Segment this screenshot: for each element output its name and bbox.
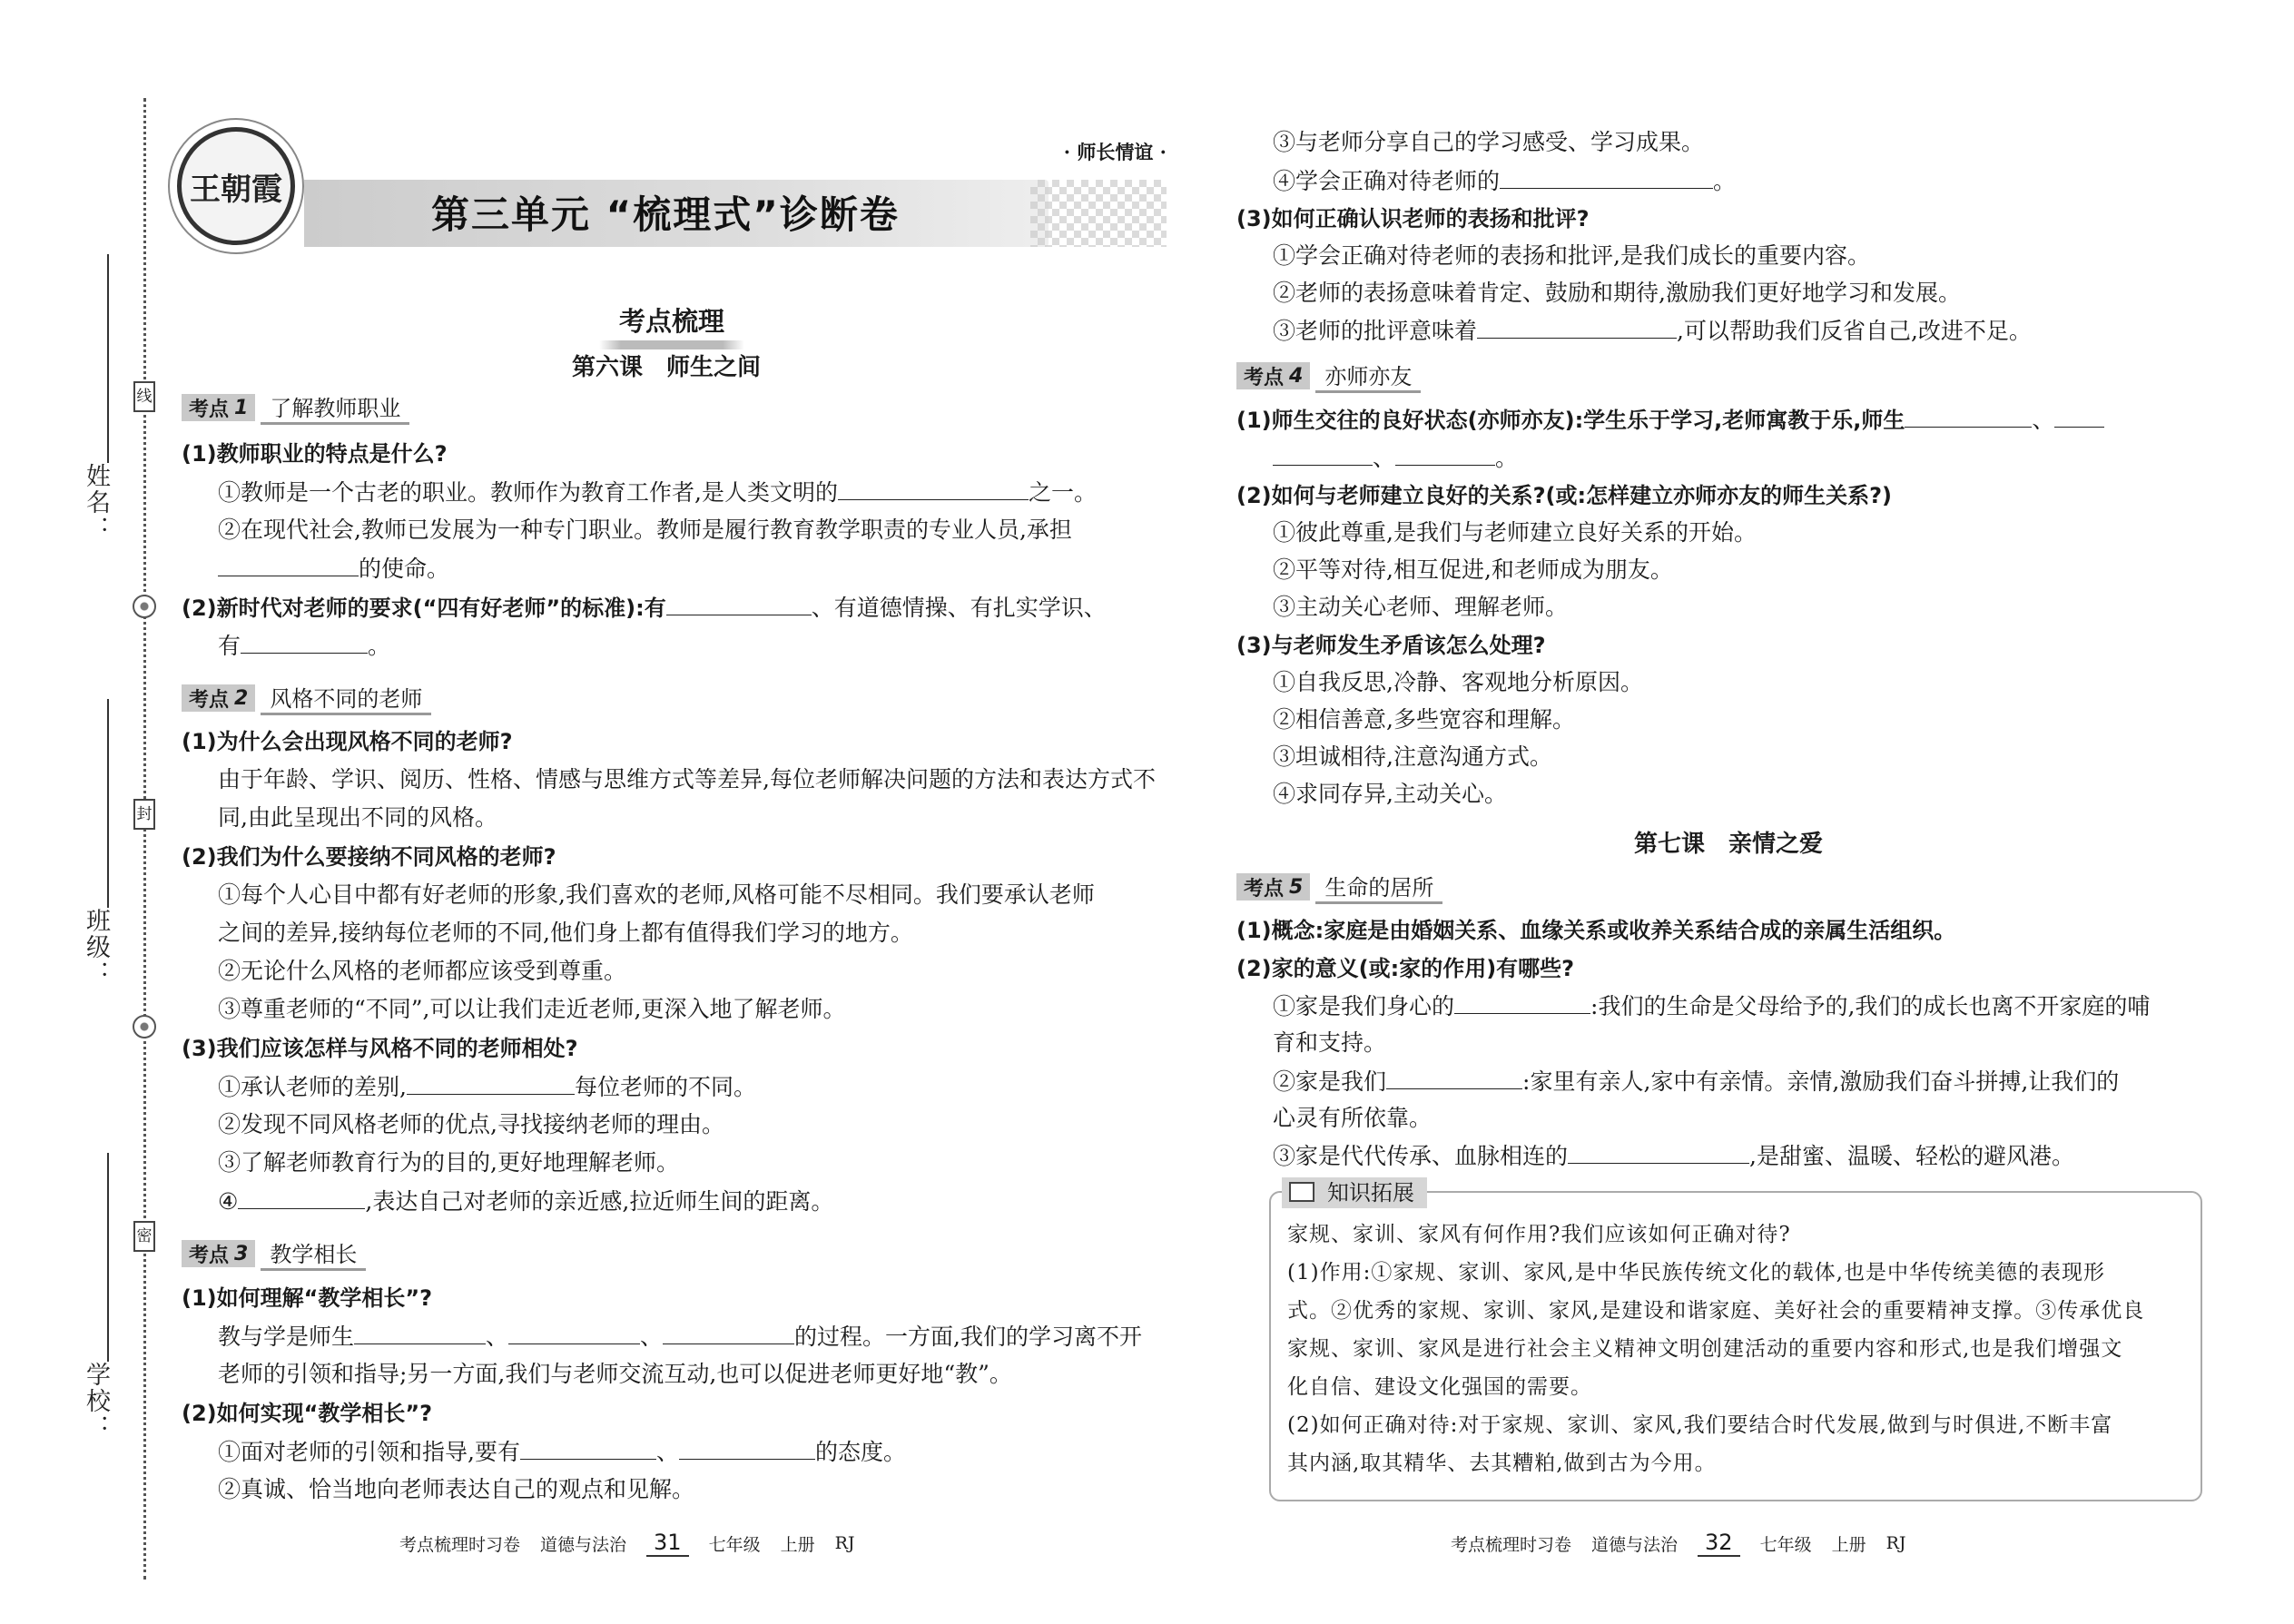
question: (2)家的意义(或:家的作用)有哪些? xyxy=(1236,956,1575,981)
name-underline xyxy=(107,254,109,463)
text-line: ①彼此尊重,是我们与老师建立良好关系的开始。 xyxy=(1273,519,1757,546)
text-line: ①家是我们身心的 :我们的生命是父母给予的,我们的成长也离不开家庭的哺 xyxy=(1273,990,2150,1022)
text-line: ①承认老师的差别, 每位老师的不同。 xyxy=(218,1071,756,1103)
text-line: 之间的差异,接纳每位老师的不同,他们身上都有值得我们学习的地方。 xyxy=(218,920,913,946)
text-line: ①每个人心目中都有好老师的形象,我们喜欢的老师,风格可能不尽相同。我们要承认老师 xyxy=(218,881,1095,908)
extension-text: (2)如何正确对待:对于家规、家训、家风,我们要结合时代发展,做到与时俱进,不断丰富 xyxy=(1287,1413,2113,1437)
text-line: ③坦诚相待,注意沟通方式。 xyxy=(1273,743,1552,770)
question: (1)如何理解“教学相长”? xyxy=(182,1285,433,1311)
question: (3)如何正确认识老师的表扬和批评? xyxy=(1236,206,1590,231)
school-label: 学校： xyxy=(82,1362,110,1441)
extension-text: 家规、家训、家风是进行社会主义精神文明创建活动的重要内容和形式,也是我们增强文 xyxy=(1287,1337,2123,1361)
page-footer-left: 考点梳理时习卷 道德与法治 31 七年级 上册 RJ xyxy=(399,1530,855,1555)
logo: 王朝霞 xyxy=(177,127,295,245)
question: (1)概念:家庭是由婚姻关系、血缘关系或收养关系结合成的亲属生活组织。 xyxy=(1236,918,1956,943)
text-line: ④ ,表达自己对老师的亲近感,拉近师生间的距离。 xyxy=(218,1186,833,1217)
binding-mark-seal: 封 xyxy=(133,799,155,830)
extension-text: (1)作用:①家规、家训、家风,是中华民族传统文化的载体,也是中华传统美德的表现形 xyxy=(1287,1261,2105,1284)
school-underline xyxy=(107,1153,109,1362)
question: (2)如何与老师建立良好的关系?(或:怎样建立亦师亦友的师生关系?) xyxy=(1236,483,1893,508)
text-line: ①面对老师的引领和指导,要有 、 的态度。 xyxy=(218,1436,906,1468)
header-banner xyxy=(177,111,1167,265)
page-number: 31 xyxy=(646,1530,689,1557)
text-line: ②平等对待,相互促进,和老师成为朋友。 xyxy=(1273,556,1673,583)
knowledge-extension-tag: 知识拓展 xyxy=(1282,1177,1427,1208)
text-line: ①教师是一个古老的职业。教师作为教育工作者,是人类文明的 之一。 xyxy=(218,477,1097,508)
question: (2)新时代对老师的要求(“四有好老师”的标准):有 、有道德情操、有扎实学识、 xyxy=(182,592,1107,624)
name-label: 姓名： xyxy=(82,463,110,542)
page-footer-right: 考点梳理时习卷 道德与法治 32 七年级 上册 RJ xyxy=(1451,1530,1906,1555)
lesson-title: 第七课 亲情之爱 xyxy=(1634,831,1824,858)
extension-text: 式。②优秀的家规、家训、家风,是建设和谐家庭、美好社会的重要精神支撑。③传承优良 xyxy=(1287,1299,2145,1323)
page-number: 32 xyxy=(1698,1530,1740,1557)
text-line: ②相信善意,多些宽容和理解。 xyxy=(1273,706,1575,733)
text-line: 教与学是师生 、 、 的过程。一方面,我们的学习离不开 xyxy=(218,1321,1142,1353)
binding-hole xyxy=(133,1015,156,1038)
question: (1)为什么会出现风格不同的老师? xyxy=(182,729,513,754)
text-line: 的使命。 xyxy=(218,553,449,585)
question: (3)我们应该怎样与风格不同的老师相处? xyxy=(182,1036,578,1061)
text-line: ②老师的表扬意味着肯定、鼓励和期待,激励我们更好地学习和发展。 xyxy=(1273,280,1961,306)
question: (3)与老师发生矛盾该怎么处理? xyxy=(1236,633,1546,658)
key-point-4: 考点 4 亦师亦友 xyxy=(1236,360,1421,391)
class-label: 班级： xyxy=(82,908,110,987)
text-line: ④求同存异,主动关心。 xyxy=(1273,781,1507,807)
key-point-3: 考点 3 教学相长 xyxy=(182,1238,366,1269)
binding-mark-secret: 密 xyxy=(133,1221,155,1252)
text-line: 有 。 xyxy=(218,630,390,662)
lesson-title: 第六课 师生之间 xyxy=(572,354,762,381)
binding-mark-line: 线 xyxy=(133,381,155,412)
binding-hole xyxy=(133,595,156,618)
text-line: ③家是代代传承、血脉相连的 ,是甜蜜、温暖、轻松的避风港。 xyxy=(1273,1140,2074,1172)
book-icon xyxy=(1289,1182,1314,1202)
text-line: 老师的引领和指导;另一方面,我们与老师交流互动,也可以促进老师更好地“教”。 xyxy=(218,1361,1012,1387)
extension-text: 家规、家训、家风有何作用?我们应该如何正确对待? xyxy=(1287,1223,1791,1246)
section-title: 考点梳理 xyxy=(599,301,744,349)
key-point-5: 考点 5 生命的居所 xyxy=(1236,871,1442,902)
title-pattern xyxy=(1030,180,1167,247)
text-line: ②无论什么风格的老师都应该受到尊重。 xyxy=(218,958,627,984)
text-line: ③主动关心老师、理解老师。 xyxy=(1273,594,1569,620)
text-line: 同,由此呈现出不同的风格。 xyxy=(218,804,497,831)
text-line: ②在现代社会,教师已发展为一种专门职业。教师是履行教育教学职责的专业人员,承担 xyxy=(218,517,1072,543)
question: (2)我们为什么要接纳不同风格的老师? xyxy=(182,844,556,870)
text-line: ③老师的批评意味着 ,可以帮助我们反省自己,改进不足。 xyxy=(1273,315,2032,347)
text-line: ②发现不同风格老师的优点,寻找接纳老师的理由。 xyxy=(218,1111,724,1137)
key-point-2: 考点 2 风格不同的老师 xyxy=(182,683,431,714)
extension-text: 化自信、建设文化强国的需要。 xyxy=(1287,1375,1592,1399)
page-title: 第三单元 “梳理式”诊断卷 xyxy=(431,192,900,237)
text-line: ④学会正确对待老师的 。 xyxy=(1273,165,1736,197)
question: (2)如何实现“教学相长”? xyxy=(182,1401,433,1426)
text-line: 由于年龄、学识、阅历、性格、情感与思维方式等差异,每位老师解决问题的方法和表达方式不 xyxy=(218,766,1156,792)
question: (1)师生交往的良好状态(亦师亦友):学生乐于学习,老师寓教于乐,师生 、 xyxy=(1236,404,2104,436)
text-line: ③与老师分享自己的学习感受、学习成果。 xyxy=(1273,129,1705,155)
text-line: ③尊重老师的“不同”,可以让我们走近老师,更深入地了解老师。 xyxy=(218,996,846,1022)
text-line: ①自我反思,冷静、客观地分析原因。 xyxy=(1273,669,1643,695)
text-line: 心灵有所依靠。 xyxy=(1273,1105,1433,1131)
extension-text: 其内涵,取其精华、去其糟粕,做到古为今用。 xyxy=(1287,1452,1717,1475)
question: (1)教师职业的特点是什么? xyxy=(182,441,448,467)
text-line: 育和支持。 xyxy=(1273,1029,1387,1056)
text-line: 、 。 xyxy=(1273,442,1518,474)
text-line: ②真诚、恰当地向老师表达自己的观点和见解。 xyxy=(218,1476,695,1502)
section-tag: · 师长情谊 · xyxy=(1063,141,1167,163)
text-line: ③了解老师教育行为的目的,更好地理解老师。 xyxy=(218,1149,679,1176)
class-underline xyxy=(107,699,109,908)
text-line: ①学会正确对待老师的表扬和批评,是我们成长的重要内容。 xyxy=(1273,242,1870,269)
key-point-1: 考点 1 了解教师职业 xyxy=(182,392,409,423)
binding-line xyxy=(143,98,146,1580)
text-line: ②家是我们 :家里有亲人,家中有亲情。亲情,激励我们奋斗拼搏,让我们的 xyxy=(1273,1066,2119,1097)
